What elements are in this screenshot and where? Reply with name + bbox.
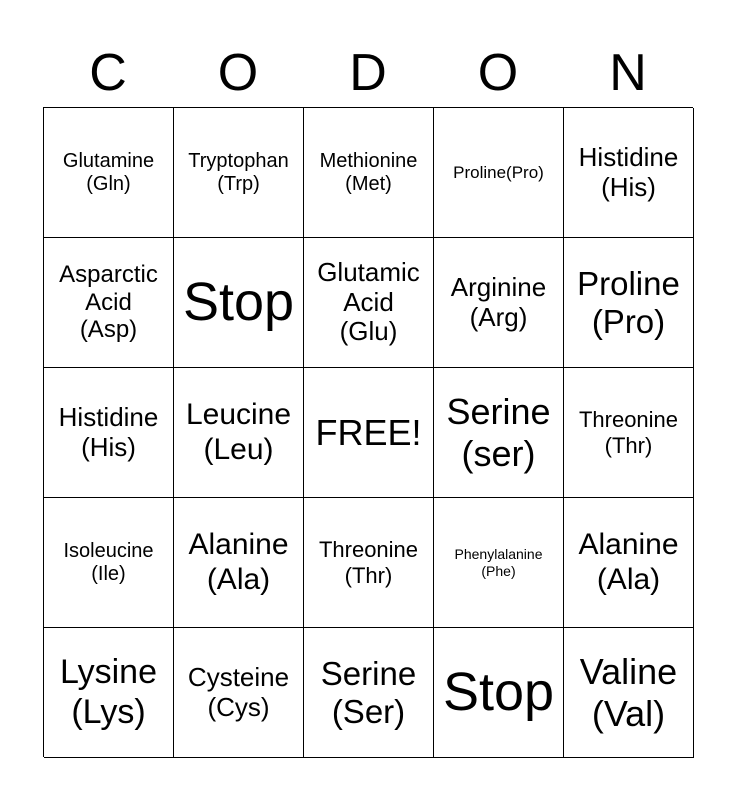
bingo-cell[interactable]: Arginine (Arg) [434, 238, 564, 368]
bingo-cell[interactable]: Valine (Val) [564, 628, 694, 758]
bingo-cell[interactable]: Serine (ser) [434, 368, 564, 498]
bingo-cell[interactable]: Serine (Ser) [304, 628, 434, 758]
bingo-cell[interactable]: Threonine (Thr) [564, 368, 694, 498]
bingo-grid [43, 107, 693, 757]
free-space-cell: FREE! [304, 368, 434, 498]
bingo-cell[interactable]: Stop [434, 628, 564, 758]
header-letter-o: O [477, 44, 519, 102]
bingo-cell[interactable]: Stop [174, 238, 304, 368]
bingo-cell[interactable]: Alanine (Ala) [174, 498, 304, 628]
bingo-cell[interactable]: Leucine (Leu) [174, 368, 304, 498]
header-letter-d: D [349, 44, 387, 102]
bingo-cell[interactable]: Phenylalanine (Phe) [434, 498, 564, 628]
bingo-cell[interactable]: Isoleucine (Ile) [44, 498, 174, 628]
bingo-cell[interactable]: Glutamic Acid (Glu) [304, 238, 434, 368]
bingo-cell[interactable]: Tryptophan (Trp) [174, 108, 304, 238]
bingo-cell[interactable]: Proline (Pro) [564, 238, 694, 368]
bingo-cell[interactable]: Asparctic Acid (Asp) [44, 238, 174, 368]
bingo-cell[interactable]: Glutamine (Gln) [44, 108, 174, 238]
bingo-header [43, 40, 693, 106]
header-letter-o: O [217, 44, 259, 102]
bingo-cell[interactable]: Cysteine (Cys) [174, 628, 304, 758]
bingo-cell[interactable]: Histidine (His) [564, 108, 694, 238]
header-letter-c: C [89, 44, 127, 102]
bingo-cell[interactable]: Histidine (His) [44, 368, 174, 498]
header-letter-n: N [609, 44, 647, 102]
bingo-cell[interactable]: Lysine (Lys) [44, 628, 174, 758]
bingo-cell[interactable]: Threonine (Thr) [304, 498, 434, 628]
bingo-cell[interactable]: Proline(Pro) [434, 108, 564, 238]
bingo-cell[interactable]: Methionine (Met) [304, 108, 434, 238]
bingo-cell[interactable]: Alanine (Ala) [564, 498, 694, 628]
